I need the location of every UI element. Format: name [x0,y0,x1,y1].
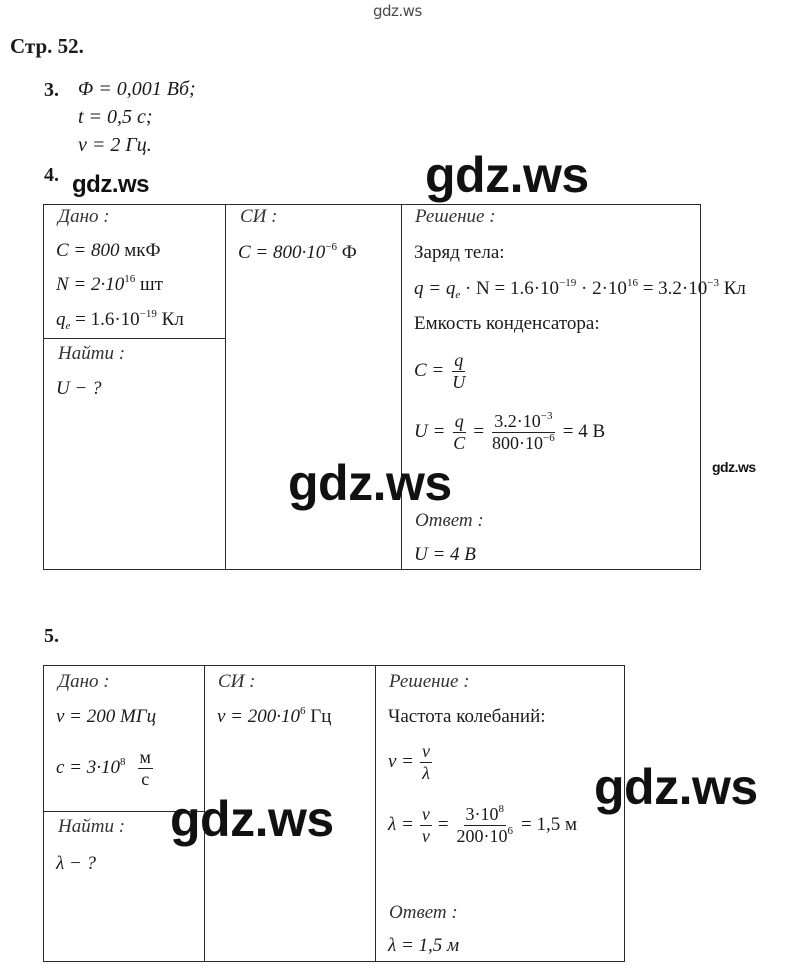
watermark-big: gdz.ws [288,455,452,511]
task-4-capacity-label: Емкость конденсатора: [414,313,600,334]
task-4-given-c: C = 800 мкФ [56,240,161,261]
task-4-formula-c: C = $\frac{q}{U}$ [414,350,466,392]
task-4-charge-label: Заряд тела: [414,242,505,263]
page-title: Стр. 52. [10,34,84,58]
task-4-find-header: Найти : [58,343,126,364]
task-4-divider-2 [401,204,402,569]
watermark-small: gdz.ws [72,171,150,198]
task-4-find: U − ? [56,378,102,399]
task-4-solution-header: Решение : [415,206,496,227]
task-4-given-qe: $q_e = 1.6\cdot 10^{-19}$ Кл [56,308,184,332]
task-4-charge-formula: $q = q_e \cdot N = 1.6\cdot 10^{-19} \cdot 2\cdot 10^{16} = 3.2\cdot 10^{-3}$ Кл [414,277,746,301]
task-4-given-header: Дано : [58,206,110,227]
task-4-si-c: $C = 800\cdot 10^{-6}$ Ф [238,241,357,263]
task-5-given-c: $c = 3\cdot 10^8$ $\frac{м}{с}$ [56,747,151,789]
task-5-answer: λ = 1,5 м [388,935,460,956]
task-5-solution-header: Решение : [389,671,470,692]
watermark-big: gdz.ws [594,759,758,815]
task-5-given-header: Дано : [58,671,110,692]
task-4-given-n: $N = 2\cdot 10^{16}$ шт [56,273,163,295]
task-5-find: λ − ? [56,853,97,874]
task-3-line-1: Φ = 0,001 Вб; [78,78,196,100]
task-4-given-divider [43,338,226,339]
task-5-number: 5. [44,625,59,647]
task-5-formula-lambda: λ = $\frac{v}{\nu}$ = $\frac{3\cdot 10^8}{200\cdot 10^6}$ = 1,5 м [388,803,578,846]
watermark-big: gdz.ws [425,147,589,203]
task-5-find-header: Найти : [58,816,126,837]
task-5-divider-2 [375,665,376,961]
task-5-freq-label: Частота колебаний: [388,706,546,727]
task-4-number: 4. [44,164,59,186]
watermark-top: gdz.ws [373,2,422,20]
watermark-big: gdz.ws [170,791,334,847]
task-4-answer-header: Ответ : [415,510,484,531]
task-5-si-nu: $\nu = 200\cdot 10^6$ Гц [217,705,332,727]
watermark-tiny: gdz.ws [712,459,756,475]
task-3-line-2: t = 0,5 с; [78,106,153,128]
task-3-line-3: ν = 2 Гц. [78,134,152,156]
task-4-answer: U = 4 В [414,544,476,565]
task-4-divider-1 [225,204,226,569]
task-4-si-header: СИ : [240,206,278,227]
task-5-given-nu: ν = 200 МГц [56,706,157,727]
task-5-answer-header: Ответ : [389,902,458,923]
task-4-formula-u: U = $\frac{q}{C}$ = $\frac{3.2\cdot 10^{-3}}{800\cdot 10^{-6}}$ = 4 В [414,410,606,453]
task-5-si-header: СИ : [218,671,256,692]
task-3-number: 3. [44,79,59,101]
task-5-formula-nu: ν = $\frac{v}{\lambda}$ [388,741,431,783]
